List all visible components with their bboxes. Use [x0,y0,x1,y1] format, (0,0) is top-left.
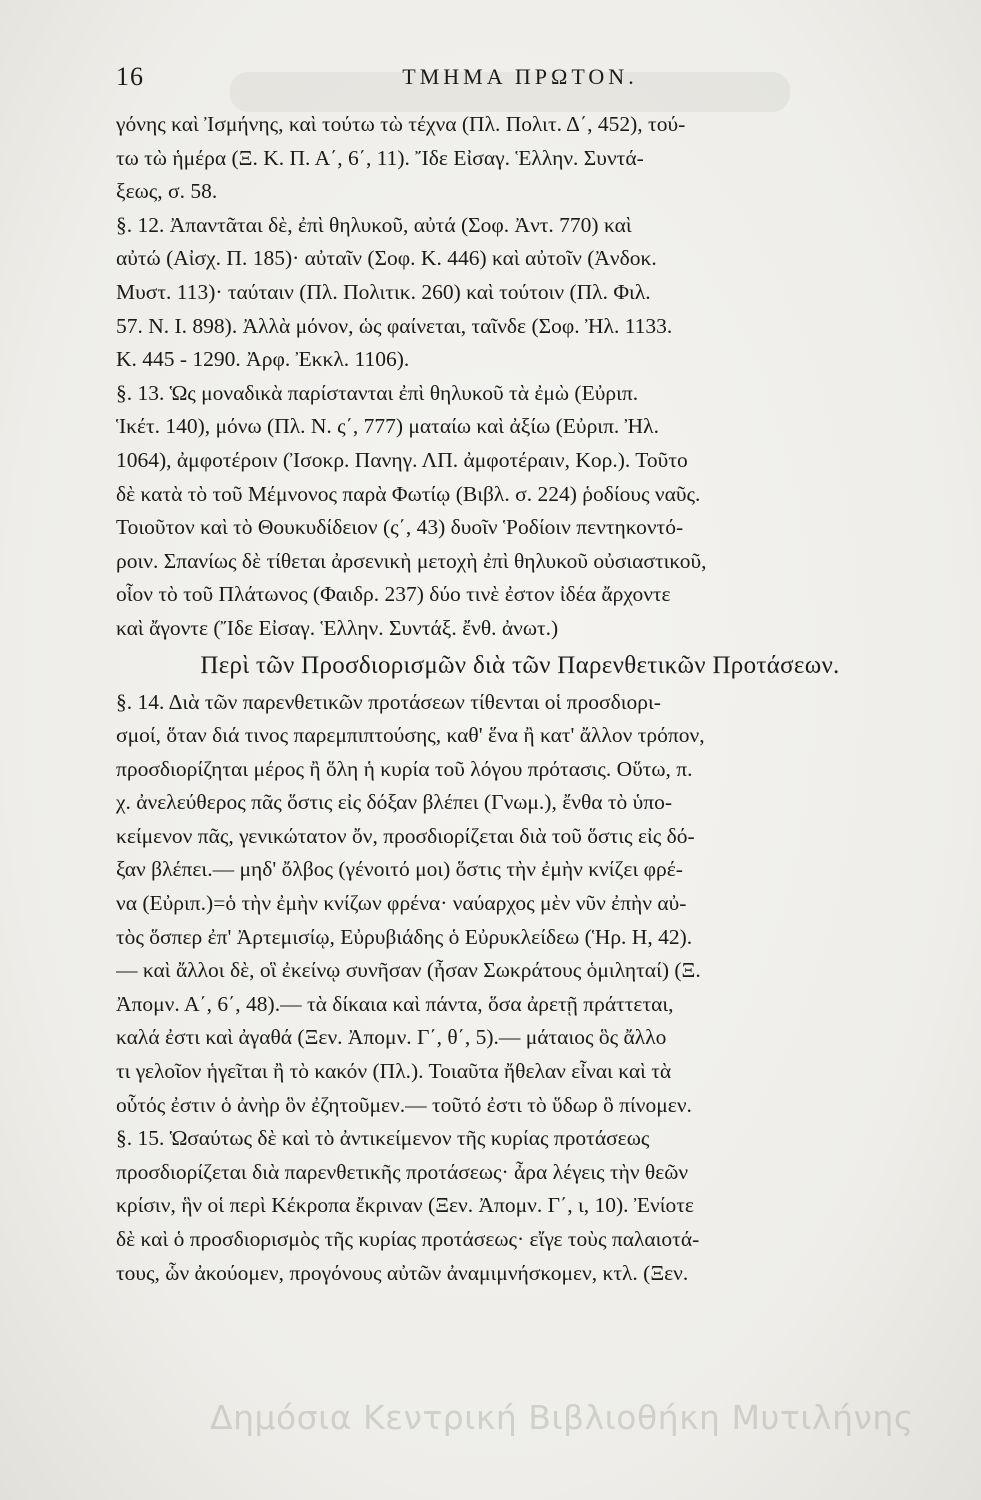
text-line: 1064), ἀμφοτέροιν (Ἰσοκρ. Πανηγ. ΛΠ. ἀμφοτέραιν, Κορ.). Τοῦτο [116,447,688,472]
text-line: δὲ καὶ ὁ προσδιορισμὸς τῆς κυρίας προτάσεως· εἴγε τοὺς παλαιοτά- [116,1227,700,1251]
text-line: οὗτός ἐστιν ὁ ἀνὴρ ὃν ἐζητοῦμεν.— τοῦτό ἐστι τὸ ὕδωρ ὃ πίνομεν. [116,1092,692,1117]
running-head: ΤΜΗΜΑ ΠΡΩΤΟΝ. [402,64,638,89]
text-line: καλά ἐστι καὶ ἀγαθά (Ξεν. Ἀπομν. Γ΄, θ΄, 5).— μάταιος ὃς ἄλλο [116,1025,667,1050]
text-line: Κ. 445 - 1290. Ἀρφ. Ἐκκλ. 1106). [116,347,410,372]
text-line: — καὶ ἄλλοι δὲ, οἳ ἐκείνῳ συνῆσαν (ἦσαν Σωκράτους ὁμιληταί) (Ξ. [116,958,701,983]
text-line: τους, ὧν ἀκούομεν, προγόνους αὐτῶν ἀναμιμνήσκομεν, κτλ. (Ξεν. [116,1260,689,1285]
text-line: τω τὼ ἡμέρα (Ξ. Κ. Π. Α΄, 6΄, 11). Ἴδε Εἰσαγ. Ἑλλην. Συντά- [116,145,644,170]
text-line: σμοί, ὅταν διά τινος παρεμπιπτούσης, καθ' ἕνα ἢ κατ' ἄλλον τρόπον, [116,723,705,748]
text-line: Τοιοῦτον καὶ τὸ Θουκυδίδειον (ς΄, 43) δυοῖν Ῥοδίοιν πεντηκοντό- [116,515,684,540]
text-line: οἷον τὸ τοῦ Πλάτωνος (Φαιδρ. 237) δύο τινὲ ἐστον ἰδέα ἄρχοντε [116,582,671,607]
section-heading: Περὶ τῶν Προσδιορισμῶν διὰ τῶν Παρενθετικῶν Προτάσεων. [200,651,840,679]
text-line: ροιν. Σπανίως δὲ τίθεται ἀρσενικὴ μετοχὴ ἐπὶ θηλυκοῦ οὐσιαστικοῦ, [116,548,707,573]
text-line: χ. ἀνελεύθερος πᾶς ὅστις εἰς δόξαν βλέπει (Γνωμ.), ἔνθα τὸ ὑπο- [116,790,673,815]
page-number: 16 [116,62,144,91]
body-text [116,108,924,1290]
text-line: ξεως, σ. 58. [116,179,218,204]
text-line: να (Εὐριπ.)=ὁ τὴν ἐμὴν κνίζων φρένα· ναύαρχος μὲν νῦν ἐπὴν αὐ- [116,891,687,916]
library-watermark: Δημόσια Κεντρική Βιβλιοθήκη Μυτιλήνης [210,1398,914,1437]
text-line: κρίσιν, ἣν οἱ περὶ Κέκροπα ἔκριναν (Ξεν. Ἀπομν. Γ΄, ι, 10). Ἐνίοτε [116,1193,694,1218]
text-line: §. 13. Ὡς μοναδικὰ παρίστανται ἐπὶ θηλυκοῦ τὰ ἐμὼ (Εὐριπ. [116,380,639,405]
text-line: §. 15. Ὡσαύτως δὲ καὶ τὸ ἀντικείμενον τῆς κυρίας προτάσεως [116,1126,650,1151]
page-header [116,62,924,98]
text-line: αὐτώ (Αἰσχ. Π. 185)· αὐταῖν (Σοφ. Κ. 446) καὶ αὐτοῖν (Ἀνδοκ. [116,246,657,271]
text-line: κείμενον πᾶς, γενικώτατον ὄν, προσδιορίζεται διὰ τοῦ ὅστις εἰς δό- [116,823,695,848]
text-line: Ἀπομν. Α΄, 6΄, 48).— τὰ δίκαια καὶ πάντα, ὅσα ἀρετῇ πράττεται, [116,991,674,1016]
text-line: Ἱκέτ. 140), μόνω (Πλ. Ν. ς΄, 777) ματαίω καὶ ἀξίω (Εὐριπ. Ἠλ. [116,414,659,439]
text-line: γόνης καὶ Ἰσμήνης, καὶ τούτω τὼ τέχνα (Πλ. Πολιτ. Δ΄, 452), τού- [116,112,686,136]
text-line: ξαν βλέπει.— μηδ' ὄλβος (γένοιτό μοι) ὅστις τὴν ἐμὴν κνίζει φρέ- [116,857,683,882]
text-line: δὲ κατὰ τὸ τοῦ Μέμνονος παρὰ Φωτίῳ (Βιβλ. σ. 224) ῥοδίους ναῦς. [116,481,701,506]
text-line: Μυστ. 113)· ταύταιν (Πλ. Πολιτικ. 260) καὶ τούτοιν (Πλ. Φιλ. [116,279,651,304]
text-line: §. 14. Διὰ τῶν παρενθετικῶν προτάσεων τίθενται οἱ προσδιορι- [116,689,661,714]
text-line: καὶ ἄγοντε (Ἴδε Εἰσαγ. Ἑλλην. Συντάξ. ἔνθ. ἀνωτ.) [116,615,559,640]
text-line: προσδιορίζεται διὰ παρενθετικῆς προτάσεως· ἆρα λέγεις τὴν θεῶν [116,1159,689,1184]
text-line: προσδιορίζηται μέρος ἢ ὅλη ἡ κυρία τοῦ λόγου πρότασις. Οὕτω, π. [116,756,693,781]
text-line: τι γελοῖον ἡγεῖται ἢ τὸ κακόν (Πλ.). Τοιαῦτα ἤθελαν εἶναι καὶ τὰ [116,1059,672,1084]
text-line: τὸς ὅσπερ ἐπ' Ἀρτεμισίῳ, Εὐρυβιάδης ὁ Εὐρυκλείδεω (Ἡρ. Η, 42). [116,924,693,949]
text-line: 57. Ν. Ι. 898). Ἀλλὰ μόνον, ὡς φαίνεται, ταῖνδε (Σοφ. Ἠλ. 1133. [116,313,673,338]
text-line: §. 12. Ἀπαντᾶται δὲ, ἐπὶ θηλυκοῦ, αὐτά (Σοφ. Ἀντ. 770) καὶ [116,212,632,237]
